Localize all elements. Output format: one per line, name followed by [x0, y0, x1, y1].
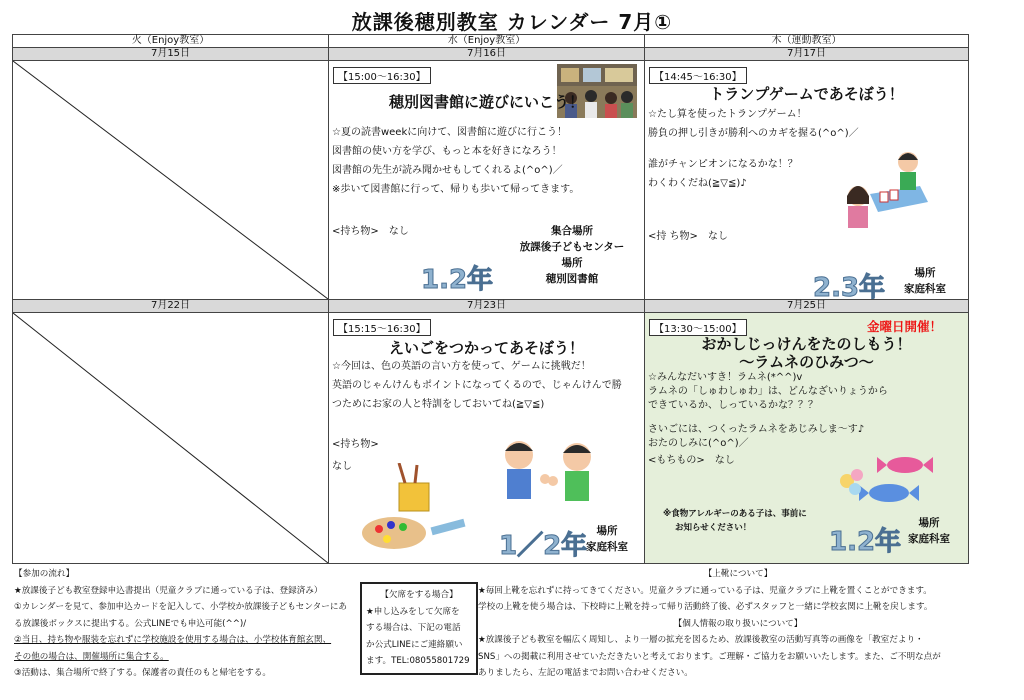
bring-items: <持ち物> なし: [332, 226, 409, 237]
event-heading: トランプゲームであそぼう！: [709, 85, 904, 103]
description-line: わくわくだね(≧▽≦)♪: [648, 178, 747, 189]
description-line: ※歩いて図書館に行って、帰りも歩いて帰ってきます。: [332, 184, 580, 195]
flow-line: ★放課後子ども教室登録申込書提出（児童クラブに通っている子は、登録済み）: [14, 585, 323, 596]
event-place: [899, 515, 959, 547]
place-label: 場所: [918, 517, 940, 529]
grade-label: 2.3年: [813, 273, 886, 300]
place-label: 場所: [561, 257, 583, 269]
description-line: ☆今回は、色の英語の言い方を使って、ゲームに挑戦だ！: [332, 361, 591, 372]
privacy-line: ありましたら、左記の電話までお問い合わせください。: [478, 668, 693, 678]
column-header-tue: 火（Enjoy教室）: [13, 35, 329, 48]
allergy-note-line: お知らせください！: [675, 523, 752, 533]
event-description: [648, 371, 888, 451]
event-place: [577, 523, 637, 555]
event-trump-game: [645, 61, 969, 300]
bring-items: なし: [332, 461, 352, 472]
shoes-title: 【上靴について】: [703, 569, 773, 579]
flow-title: 【参加の流れ】: [14, 569, 75, 579]
description-line: ☆みんなだいすき！ラムネ(*^^)v: [648, 372, 803, 383]
date-cell: 7月25日: [645, 300, 969, 313]
description-line: おたのしみに(^o^)／: [648, 438, 749, 449]
description-line: できているか、しっているかな？？？: [648, 400, 818, 411]
place-name: 放課後子どもセンター: [519, 241, 625, 253]
shoes-line: ★毎回上靴を忘れずに持ってきてください。児童クラブに通っている子は、児童クラブに上靴を置くことができます。: [478, 585, 932, 596]
absence-phone: ます。TEL:08055801729: [366, 656, 470, 666]
flow-line: る放課後ボックスに提出する。公式LINEでも申込可能(^^)/: [14, 618, 247, 629]
description-line: 勝負の押し引きが勝利へのカギを握る(^o^)／: [648, 128, 859, 139]
description-line: 英語のじゃんけんもポイントになってくるので、じゃんけんで勝: [332, 380, 622, 391]
privacy-line: SNS」への掲載に利用させていただきたいと考えております。ご理解・ご協力をお願いいたします。また、ご不明な点が: [478, 651, 941, 662]
description-line: ☆たし算を使ったトランプゲーム！: [648, 109, 807, 120]
diagonal-line: [13, 61, 328, 299]
event-subheading: ～ラムネのひみつ～: [739, 353, 874, 371]
date-cell: 7月17日: [645, 48, 969, 61]
description-line: 図書館の使い方を学び、もっと本を好きになろう！: [332, 146, 562, 157]
absence-line: か公式LINEにご連絡願い: [366, 639, 463, 650]
absence-title: 【欠席をする場合】: [380, 590, 458, 600]
date-cell: 7月16日: [329, 48, 645, 61]
flow-line: ③活動は、集合場所で終了する。保護者の責任のもと帰宅をする。: [14, 668, 271, 678]
absence-box: [360, 582, 478, 675]
event-english: [329, 313, 645, 564]
event-time: 【14:45～16:30】: [649, 67, 747, 84]
place-name: 家庭科室: [904, 283, 946, 295]
event-library: [329, 61, 645, 300]
absence-line: する場合は、下記の電話: [366, 623, 461, 633]
bring-items: <もちもの> なし: [648, 455, 735, 466]
participation-flow: [14, 566, 364, 682]
description-line: ☆夏の読書weekに向けて、図書館に遊びに行こう！: [332, 127, 568, 138]
event-place: [895, 265, 955, 297]
empty-day-cell: [13, 313, 329, 564]
place-label: 集合場所: [551, 225, 593, 237]
shoes-info: [478, 566, 998, 682]
date-cell: 7月15日: [13, 48, 329, 61]
flow-line: ②当日、持ち物や服装を忘れずに学校施設を使用する場合は、小学校体育館玄関、: [14, 635, 332, 645]
privacy-line: ★放課後子ども教室を幅広く周知し、より一層の拡充を図るため、放課後教室の活動写真等の画像を「教室だより・: [478, 635, 924, 645]
description-line: 図書館の先生が読み聞かせもしてくれるよ(^o^)／: [332, 165, 563, 176]
description-line: 誰がチャンピオンになるかな！？: [648, 159, 798, 170]
column-header-thu: 木（運動教室）: [645, 35, 969, 48]
place-name: 家庭科室: [586, 541, 628, 553]
flow-line: ①カレンダーを見て、参加申込カードを記入して、小学校か放課後子どもセンターにあ: [14, 602, 348, 612]
grade-label: 1.2年: [421, 265, 494, 295]
friday-badge: 金曜日開催！: [867, 319, 943, 334]
paint-supplies-illustration: [359, 463, 469, 557]
event-description: [648, 105, 859, 193]
event-heading: 穂別図書館に遊びにいこう！: [388, 93, 584, 111]
event-ramune: [645, 313, 969, 564]
grade-label: 1／2年: [499, 531, 588, 561]
place-label: 場所: [914, 267, 936, 279]
event-time: 【15:00～16:30】: [333, 67, 431, 84]
description-line: ラムネの「しゅわしゅわ」は、どんなざいりょうから: [648, 386, 888, 397]
event-time: 【13:30～15:00】: [649, 319, 747, 336]
calendar-table: [12, 34, 969, 564]
children-playing-cards-illustration: [840, 146, 930, 240]
event-place: [507, 223, 637, 287]
place-label: 場所: [596, 525, 618, 537]
privacy-title: 【個人情報の取り扱いについて】: [673, 618, 803, 629]
event-time: 【15:15～16:30】: [333, 319, 431, 336]
date-cell: 7月23日: [329, 300, 645, 313]
bring-items: <持 ち物> なし: [648, 231, 728, 242]
allergy-note: [663, 507, 807, 535]
absence-line: ★申し込みをして欠席を: [366, 606, 460, 617]
description-line: つためにお家の人と特訓をしておいてね(≧▽≦): [332, 399, 545, 410]
event-heading: おかしじっけんをたのしもう！: [701, 335, 912, 353]
event-description: [332, 357, 622, 414]
page-title: 放課後穂別教室 カレンダー 7月①: [351, 10, 673, 34]
column-header-wed: 水（Enjoy教室）: [329, 35, 645, 48]
diagonal-line: [13, 313, 328, 563]
event-heading: えいごをつかってあそぼう！: [388, 339, 584, 357]
flow-line: その他の場合は、開催場所に集合する。: [14, 651, 169, 662]
description-line: さいごには、つくったラムネをあじみしま～す♪: [648, 424, 865, 435]
place-name: 家庭科室: [908, 533, 950, 545]
shoes-line: 学校の上靴を使う場合は、下校時に上靴を持って帰り活動終了後、必ずスタッフと一緒に学校玄関に上靴を戻します。: [478, 602, 933, 612]
empty-day-cell: [13, 61, 329, 300]
allergy-note-line: ※食物アレルギーのある子は、事前に: [663, 509, 807, 519]
rock-paper-scissors-illustration: [489, 433, 609, 517]
date-cell: 7月22日: [13, 300, 329, 313]
place-name: 穂別図書館: [545, 273, 599, 285]
grade-label: 1.2年: [829, 527, 902, 557]
event-description: [332, 123, 579, 199]
bring-items-label: <持ち物>: [332, 439, 379, 450]
candy-illustration: [835, 451, 945, 517]
